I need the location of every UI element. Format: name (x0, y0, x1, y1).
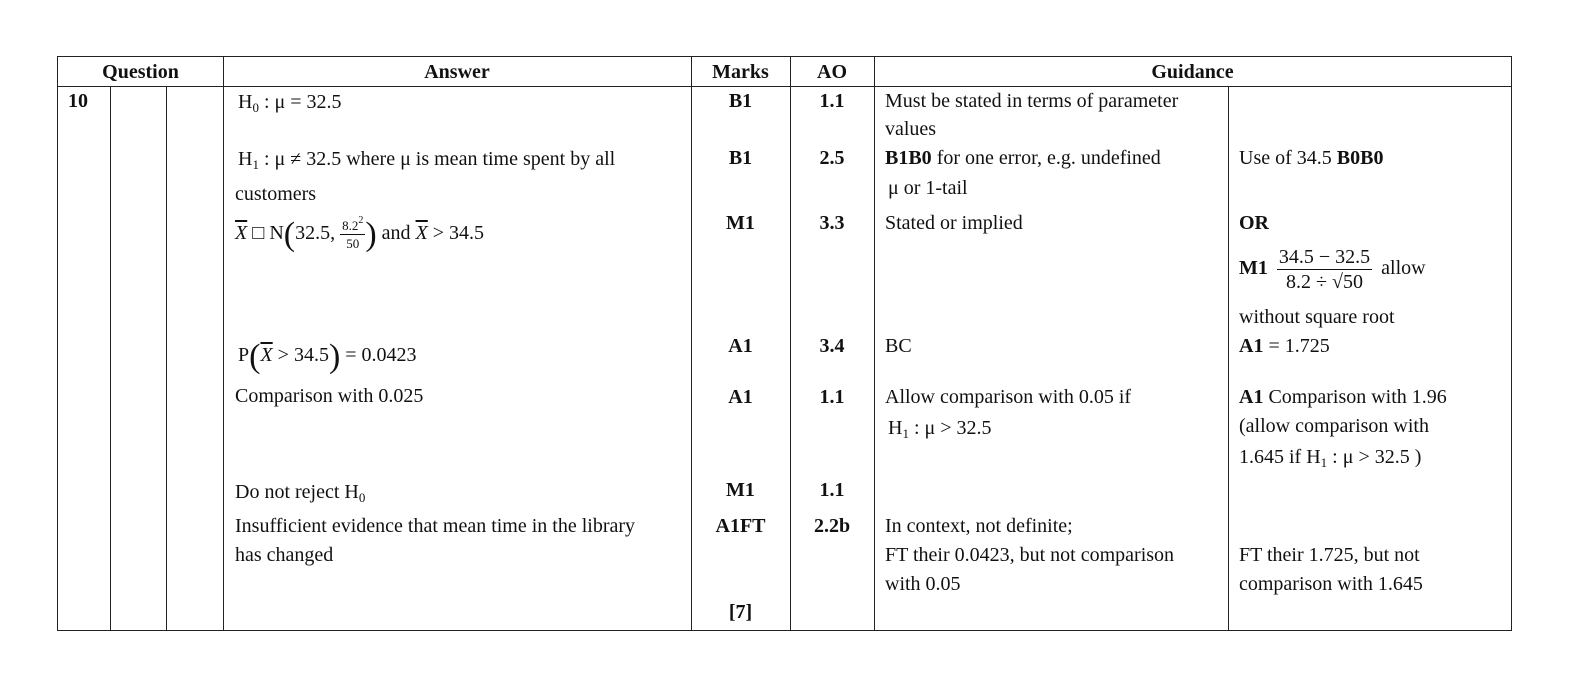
mark-h1: B1 (728, 147, 753, 169)
answer-conclusion-line2: has changed (235, 544, 334, 566)
header-marks: Marks (712, 61, 769, 83)
mark-conclusion: A1FT (715, 515, 766, 537)
header-ao: AO (817, 61, 847, 83)
guidance-conclusion-line3: with 0.05 (885, 573, 961, 595)
answer-h1: $H_1$ : μ ≠ 32.5 where μ is mean time spent by all (238, 148, 616, 172)
answer-h1-line2: customers (235, 183, 317, 205)
answer-probability: $P(\overline{X} > 34.5) = 0.0423$ (238, 338, 417, 375)
mark-distribution: M1 (726, 212, 755, 234)
divider (110, 86, 111, 630)
question-number: 10 (68, 90, 88, 112)
mark-h0: B1 (728, 90, 753, 112)
answer-distribution: $\overline{X}$ □ N(32.5, $\frac{8.2^2}{50}$ ) and $\overline{X} > 34.5$ (235, 214, 485, 253)
alt-or: OR (1239, 212, 1269, 234)
header-question: Question (102, 61, 179, 83)
ao-comparison: 1.1 (819, 386, 845, 408)
ao-distribution: 3.3 (819, 212, 845, 234)
guidance-conclusion-line2: FT their 0.0423, but not comparison (885, 544, 1175, 566)
divider (1228, 86, 1229, 630)
mark-comparison: A1 (728, 386, 753, 408)
divider (166, 86, 167, 630)
ao-conclusion: 2.2b (813, 515, 851, 537)
alt-distribution-line3: without square root (1239, 306, 1395, 328)
answer-h0: $H_0$ : μ = 32.5 (238, 91, 342, 115)
ao-probability: 3.4 (819, 335, 845, 357)
guidance-h1-line2: μ or 1-tail (888, 177, 968, 199)
total-marks: [7] (728, 601, 753, 623)
ao-h1: 2.5 (819, 147, 845, 169)
guidance-h0-line2: values (885, 118, 937, 140)
header-answer: Answer (424, 61, 490, 83)
guidance-h1-line1: B1B0 for one error, e.g. undefined (885, 147, 1161, 169)
alt-conclusion-line2: FT their 1.725, but not (1239, 544, 1420, 566)
divider (223, 57, 224, 630)
alt-h1: Use of 34.5 B0B0 (1239, 147, 1384, 169)
answer-reject: Do not reject $H_0$ (235, 481, 366, 505)
answer-comparison: Comparison with 0.025 (235, 385, 424, 407)
mark-scheme-table (57, 56, 1512, 631)
alt-distribution: M1 $\frac{34.5 - 32.5}{8.2 \div √50}$ allow (1239, 245, 1426, 293)
answer-conclusion-line1: Insufficient evidence that mean time in the library (235, 515, 636, 537)
guidance-h0-line1: Must be stated in terms of parameter (885, 90, 1179, 112)
alt-comparison-line2: (allow comparison with (1239, 415, 1429, 437)
header-guidance: Guidance (1151, 61, 1234, 83)
alt-conclusion-line3: comparison with 1.645 (1239, 573, 1423, 595)
guidance-conclusion-line1: In context, not definite; (885, 515, 1073, 537)
alt-comparison-line1: A1 Comparison with 1.96 (1239, 386, 1447, 408)
guidance-comparison-line2: $H_1$ : μ > 32.5 (888, 417, 992, 441)
guidance-probability: BC (885, 335, 912, 357)
guidance-distribution: Stated or implied (885, 212, 1023, 234)
alt-comparison-line3: 1.645 if $H_1$ : μ > 32.5 ) (1239, 446, 1422, 470)
divider (874, 57, 875, 630)
guidance-comparison-line1: Allow comparison with 0.05 if (885, 386, 1132, 408)
ao-reject: 1.1 (819, 479, 845, 501)
ao-h0: 1.1 (819, 90, 845, 112)
mark-reject: M1 (726, 479, 755, 501)
alt-probability: A1 = 1.725 (1239, 335, 1330, 357)
mark-probability: A1 (728, 335, 753, 357)
